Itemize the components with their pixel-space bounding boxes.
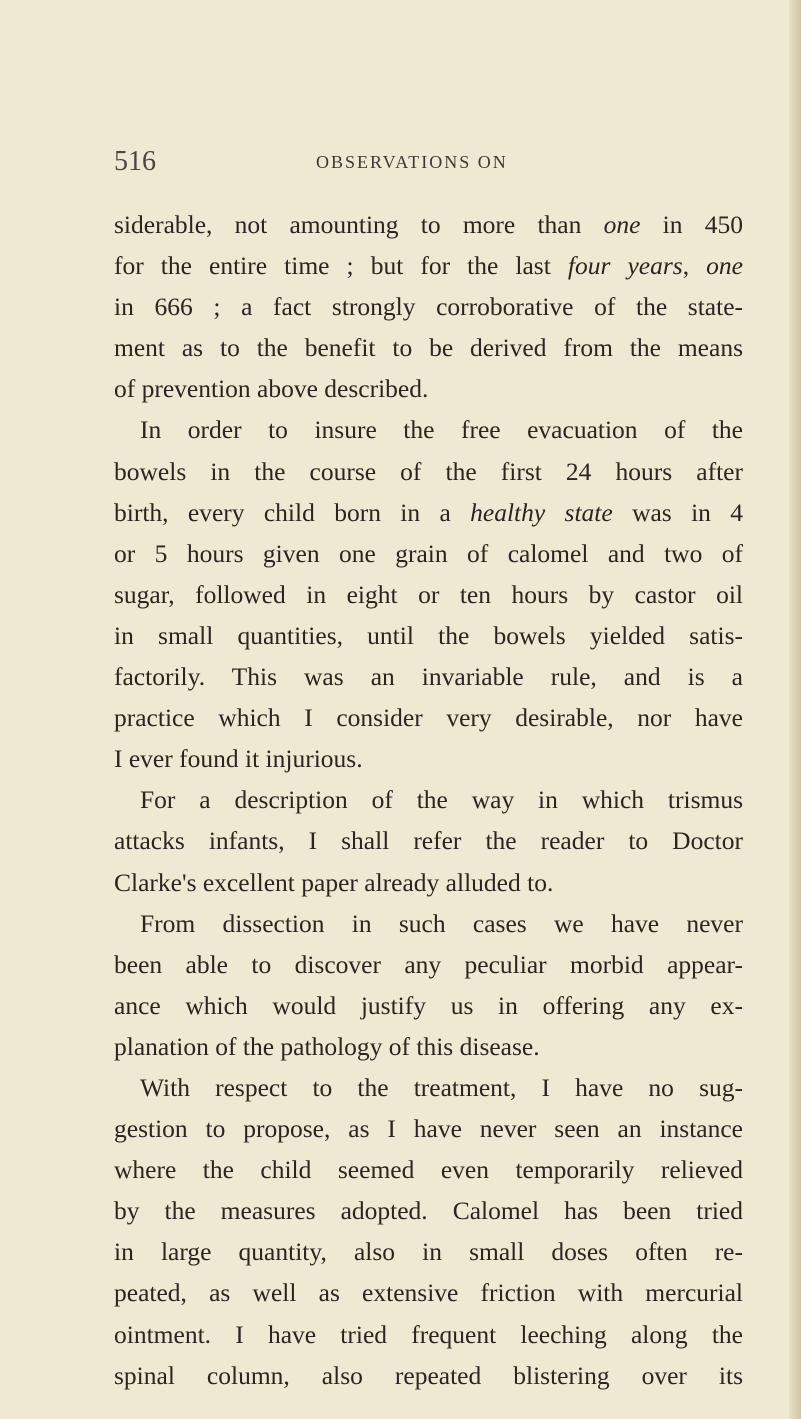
text-segment: or 5 hours given one grain of calomel and two of bbox=[114, 538, 743, 568]
text-line bbox=[114, 286, 743, 327]
page-header bbox=[114, 146, 594, 186]
text-segment: been able to discover any peculiar morbid appear- bbox=[114, 949, 743, 979]
italic-text: one bbox=[706, 251, 743, 281]
text-line bbox=[114, 820, 743, 861]
text-segment: spinal column, also repeated blistering over its bbox=[114, 1360, 743, 1390]
text-line bbox=[114, 738, 743, 779]
text-line bbox=[114, 1272, 743, 1313]
text-line bbox=[114, 327, 743, 368]
text-segment: sugar, followed in eight or ten hours by castor oil bbox=[114, 579, 743, 609]
text-line bbox=[114, 409, 743, 450]
text-segment: For a description of the way in which trismus bbox=[140, 785, 743, 815]
text-segment: of prevention above described. bbox=[114, 374, 429, 404]
text-segment: attacks infants, I shall refer the reader to Doctor bbox=[114, 826, 743, 856]
text-segment: in large quantity, also in small doses often re- bbox=[114, 1237, 743, 1267]
text-segment: bowels in the course of the first 24 hours after bbox=[114, 456, 743, 486]
text-segment: siderable, not amounting to more than bbox=[114, 210, 604, 239]
text-line bbox=[114, 451, 743, 492]
text-segment: In order to insure the free evacuation of the bbox=[140, 415, 743, 445]
text-line bbox=[114, 368, 743, 409]
text-line bbox=[114, 533, 743, 574]
text-segment: With respect to the treatment, I have no sug- bbox=[140, 1072, 743, 1102]
text-segment: From dissection in such cases we have never bbox=[140, 908, 743, 938]
text-line bbox=[114, 862, 743, 903]
page-edge bbox=[789, 0, 801, 1419]
text-segment: was in 4 bbox=[612, 497, 744, 527]
text-segment: in 666 ; a fact strongly corroborative of the state- bbox=[114, 292, 743, 322]
text-segment: practice which I consider very desirable, nor have bbox=[114, 703, 743, 733]
text-segment: in 450 bbox=[640, 210, 743, 239]
text-segment: factorily. This was an invariable rule, and is a bbox=[114, 662, 743, 692]
text-segment: by the measures adopted. Calomel has been tried bbox=[114, 1196, 743, 1226]
text-segment: in small quantities, until the bowels yielded satis- bbox=[114, 620, 743, 650]
text-line bbox=[114, 1108, 743, 1149]
text-line bbox=[114, 245, 743, 286]
text-segment: where the child seemed even temporarily relieved bbox=[114, 1155, 743, 1185]
text-segment: I ever found it injurious. bbox=[114, 744, 363, 774]
text-line bbox=[114, 1355, 743, 1396]
text-line bbox=[114, 985, 743, 1026]
text-line bbox=[114, 1314, 743, 1355]
text-line bbox=[114, 656, 743, 697]
text-line bbox=[114, 204, 743, 245]
text-line bbox=[114, 1231, 743, 1272]
text-segment: , bbox=[682, 251, 707, 281]
text-line bbox=[114, 944, 743, 985]
page-number: 516 bbox=[114, 146, 156, 177]
text-segment: ance which would justify us in offering any ex- bbox=[114, 990, 743, 1020]
italic-text: four years bbox=[567, 251, 683, 281]
text-segment: ment as to the benefit to be derived from the means bbox=[114, 333, 743, 363]
text-line bbox=[114, 574, 743, 615]
text-line bbox=[114, 615, 743, 656]
text-line bbox=[114, 1190, 743, 1231]
text-segment: birth, every child born in a bbox=[114, 497, 471, 527]
text-line bbox=[114, 903, 743, 944]
text-segment: gestion to propose, as I have never seen an instance bbox=[114, 1114, 743, 1144]
italic-text: one bbox=[603, 210, 641, 239]
running-head: OBSERVATIONS ON bbox=[316, 152, 508, 172]
italic-text: healthy state bbox=[470, 497, 613, 527]
text-line bbox=[114, 1067, 743, 1108]
text-segment: peated, as well as extensive friction with mercurial bbox=[114, 1278, 743, 1308]
text-line bbox=[114, 697, 743, 738]
text-line bbox=[114, 492, 743, 533]
text-line bbox=[114, 779, 743, 820]
body-text bbox=[114, 204, 743, 1396]
text-segment: ointment. I have tried frequent leeching along the bbox=[114, 1319, 743, 1349]
text-line bbox=[114, 1149, 743, 1190]
text-segment: for the entire time ; but for the last bbox=[114, 251, 568, 281]
text-segment: planation of the pathology of this disease. bbox=[114, 1031, 540, 1061]
text-line bbox=[114, 1026, 743, 1067]
text-segment: Clarke's excellent paper already alluded to. bbox=[114, 867, 554, 897]
